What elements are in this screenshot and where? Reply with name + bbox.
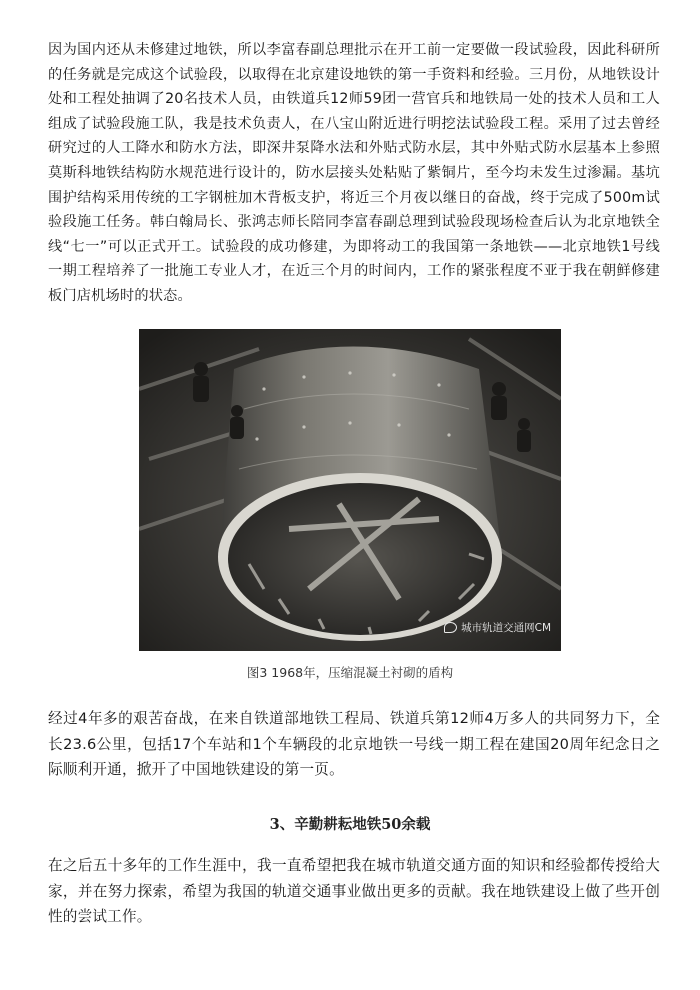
section-heading: 3、辛勤耕耘地铁50余载 <box>269 816 431 833</box>
body-paragraph-3: 在之后五十多年的工作生涯中，我一直希望把我在城市轨道交通方面的知识和经验都传授给大家，并在努力探索，希望为我国的轨道交通事业做出更多的贡献。我在地铁建设上做了些开创性的尝试工作。 <box>48 857 660 925</box>
shield-machine-photo <box>139 329 561 651</box>
watermark <box>444 620 551 635</box>
wechat-icon <box>444 622 457 633</box>
body-paragraph-1: 因为国内还从未修建过地铁，所以李富春副总理批示在开工前一定要做一段试验段，因此科研所的任务就是完成这个试验段，以取得在北京建设地铁的第一手资料和经验。三月份，从地铁设计处和工程处抽调了20名技术人员，由铁道兵12师59团一营官兵和地铁局一处的技术人员和工人组成了试验段施工队，我是技术负责人，在八宝山附近进行明挖法试验段工程。采用了过去曾经研究过的人工降水和防水方法，即深井泵降水法和外贴式防水层，其中外贴式防水层基本上参照莫斯科地铁结构防水规范进行设计的，防水层接头处粘贴了紫铜片，至今均未发生过渗漏。基坑围护结构采用传统的工字钢桩加木背板支护，将近三个月夜以继日的奋战，终于完成了500m试验段施工任务。韩白翰局长、张鸿志师长陪同李富春副总理到试验段现场检查后认为北京地铁全线“七一”可以正式开工。试验段的成功修建，为即将动工的我国第一条地铁——北京地铁1号线一期工程培养了一批施工专业人才，在近三个月的时间内，工作的紧张程度不亚于我在朝鲜修建板门店机场时的状态。 <box>48 42 660 304</box>
shield-photo-graphic <box>139 329 561 651</box>
watermark-text: 城市轨道交通网CM <box>461 622 551 634</box>
body-paragraph-2: 经过4年多的艰苦奋战，在来自铁道部地铁工程局、铁道兵第12师4万多人的共同努力下，全长23.6公里，包括17个车站和1个车辆段的北京地铁一号线一期工程在建国20周年纪念日之际顺利开通，掀开了中国地铁建设的第一页。 <box>48 710 660 778</box>
figure-caption: 图3 1968年，压缩混凝土衬砌的盾构 <box>246 665 454 680</box>
